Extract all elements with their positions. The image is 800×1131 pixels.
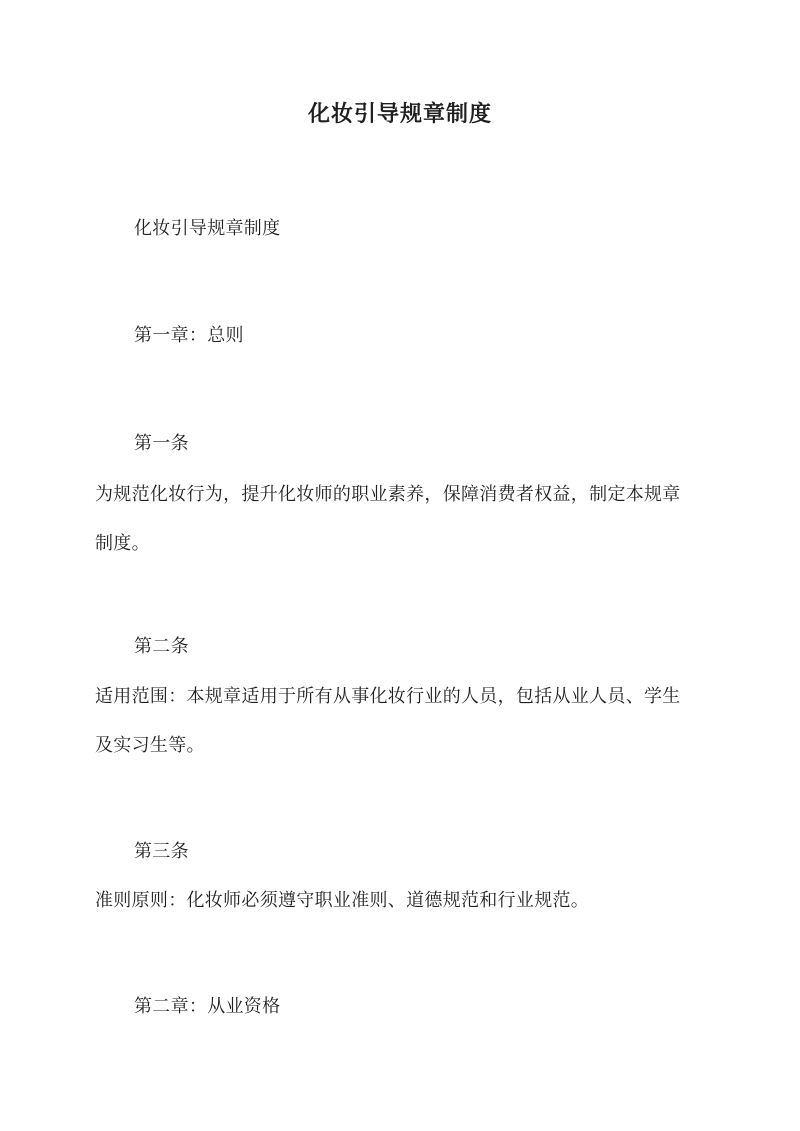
document-title: 化妆引导规章制度: [307, 101, 492, 127]
article-2-text-line-1: 适用范围：本规章适用于所有从事化妆行业的人员，包括从业人员、学生: [95, 686, 681, 707]
document-subtitle: 化妆引导规章制度: [134, 218, 281, 239]
article-1-text-line-2: 制度。: [95, 533, 150, 554]
article-2-text-line-2: 及实习生等。: [95, 735, 205, 756]
article-1-text-line-1: 为规范化妆行为，提升化妆师的职业素养，保障消费者权益，制定本规章: [95, 484, 681, 505]
article-2-label: 第二条: [134, 636, 189, 657]
article-3-text-line-1: 准则原则：化妆师必须遵守职业准则、道德规范和行业规范。: [95, 890, 590, 911]
article-1-label: 第一条: [134, 433, 189, 454]
article-3-label: 第三条: [134, 841, 189, 862]
chapter-2-heading: 第二章：从业资格: [134, 996, 281, 1017]
chapter-1-heading: 第一章：总则: [134, 325, 244, 346]
